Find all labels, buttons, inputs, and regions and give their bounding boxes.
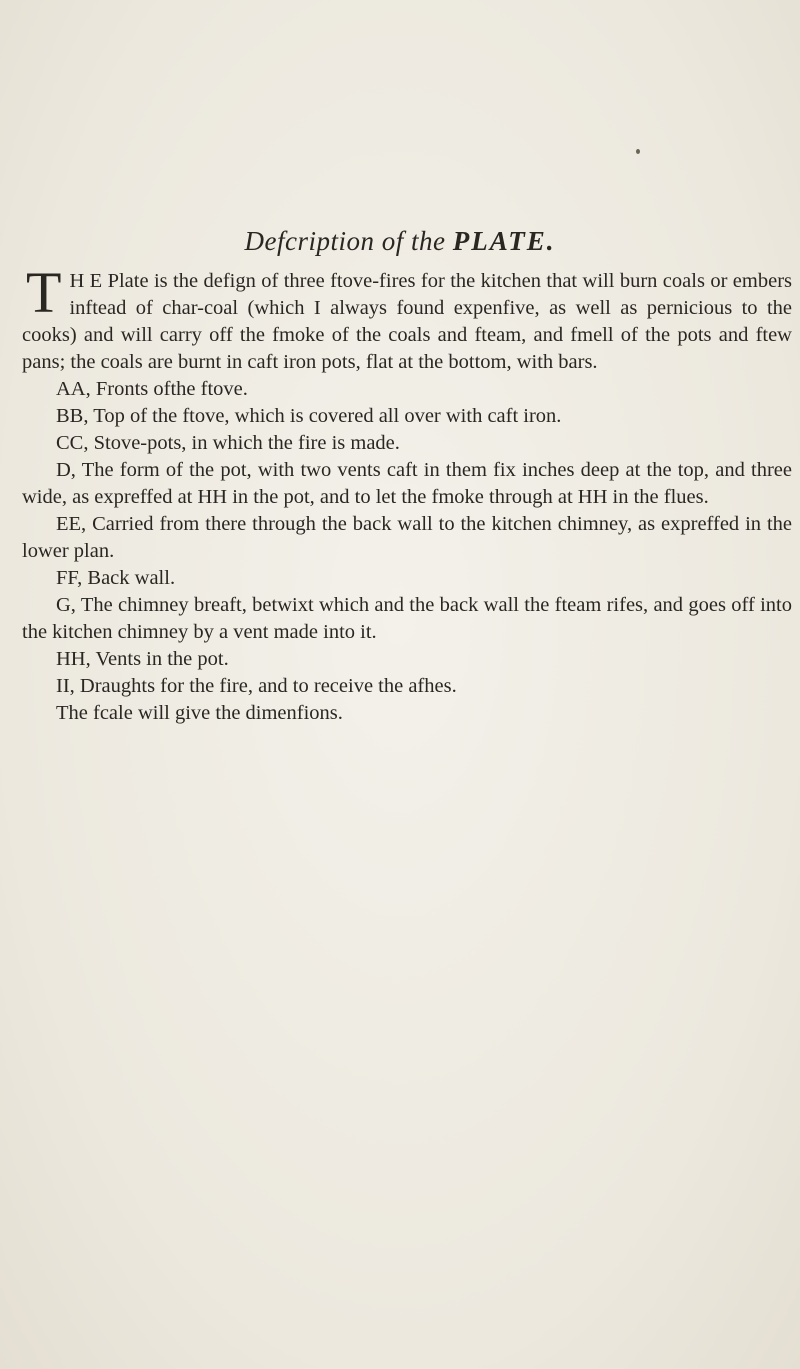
page-title (0, 226, 800, 257)
title-caps: PLATE. (452, 226, 556, 256)
intro-paragraph (22, 260, 792, 376)
entry-bb: BB, Top of the ftove, which is covered all over with caft iron. (56, 405, 562, 427)
intro-text: H E Plate is the defign of three ftove-fires for the kitchen that will burn coals or embers inftead of char-coal (which I always found expenfive, as well as pernicious to the cooks) and will carry off the fmoke of the coals and fteam, and fmell of the pots and ftew pans; the coals are burnt in caft iron pots, flat at the bottom, with bars. (22, 270, 792, 373)
entry-ff: FF, Back wall. (56, 567, 176, 589)
entry-ii: II, Draughts for the fire, and to receive the afhes. (56, 675, 457, 697)
description-body (22, 260, 792, 727)
entry-cc: CC, Stove-pots, in which the fire is made. (56, 432, 400, 454)
drop-cap: T (26, 260, 62, 325)
entry-hh: HH, Vents in the pot. (56, 648, 229, 670)
entry-aa: AA, Fronts ofthe ftove. (56, 378, 248, 400)
entry-scale: The fcale will give the dimenfions. (56, 702, 343, 724)
entry-g: G, The chimney breaft, betwixt which and the back wall the fteam rifes, and goes off into the kitchen chimney by a vent made into it. (22, 594, 792, 643)
title-prefix: Defcription of the (244, 226, 453, 256)
entry-ee: EE, Carried from there through the back wall to the kitchen chimney, as expreffed in the lower plan. (22, 513, 792, 562)
entry-d: D, The form of the pot, with two vents caft in them fix inches deep at the top, and three wide, as expreffed at HH in the pot, and to let the fmoke through at HH in the flues. (22, 459, 792, 508)
ink-speck (636, 149, 640, 154)
